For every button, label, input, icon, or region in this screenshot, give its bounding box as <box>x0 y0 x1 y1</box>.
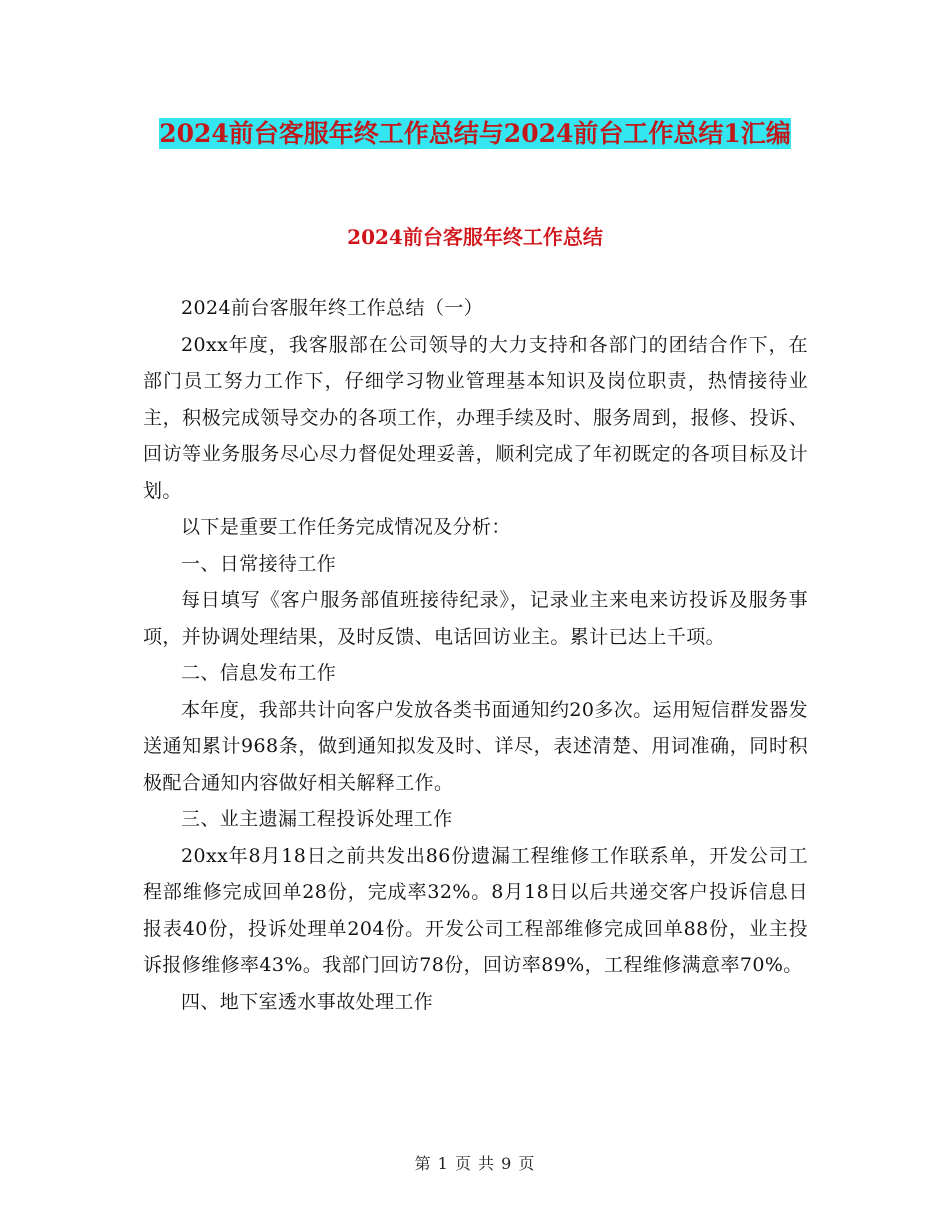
heading-daily-reception: 一、日常接待工作 <box>181 552 337 575</box>
paragraph-info-release: 本年度，我部共计向客户发放各类书面通知约20多次。运用短信群发器发送通知累计968条，做到通知拟发及时、详尽，表述清楚、用词准确，同时积极配合通知内容做好相关解释工作。 <box>143 698 808 794</box>
document-body <box>143 290 808 1020</box>
section-heading: 2024前台客服年终工作总结 <box>347 225 603 249</box>
document-title-text: 2024前台客服年终工作总结与2024前台工作总结1汇编 <box>159 119 791 148</box>
paragraph-daily-reception: 每日填写《客户服务部值班接待纪录》，记录业主来电来访投诉及服务事项，并协调处理结果，及时反馈、电话回访业主。累计已达上千项。 <box>143 589 808 648</box>
heading-info-release: 二、信息发布工作 <box>181 662 337 684</box>
heading-complaint-handling: 三、业主遗漏工程投诉处理工作 <box>181 808 453 830</box>
page-footer: 第 1 页 共 9 页 <box>414 1154 536 1173</box>
paragraph-subtitle: 2024前台客服年终工作总结（一） <box>181 297 484 319</box>
paragraph-intro: 20xx年度，我客服部在公司领导的大力支持和各部门的团结合作下，在部门员工努力工作下，仔细学习物业管理基本知识及岗位职责，热情接待业主，积极完成领导交办的各项工作，办理手续及时、服务周到，报修、投诉、回访等业务服务尽心尽力督促处理妥善，顺利完成了年初既定的各项目标及计划。 <box>143 333 808 502</box>
paragraph-complaint-handling: 20xx年8月18日之前共发出86份遗漏工程维修工作联系单，开发公司工程部维修完成回单28份，完成率32%。8月18日以后共递交客户投诉信息日报表40份，投诉处理单204份。开发公司工程部维修完成回单88份，业主投诉报修维修率43%。我部门回访78份，回访率89%，工程维修满意率70%。 <box>143 844 808 976</box>
document-title <box>140 112 810 155</box>
heading-basement-leak: 四、地下室透水事故处理工作 <box>181 990 434 1013</box>
paragraph-summary-lead: 以下是重要工作任务完成情况及分析： <box>181 516 511 538</box>
